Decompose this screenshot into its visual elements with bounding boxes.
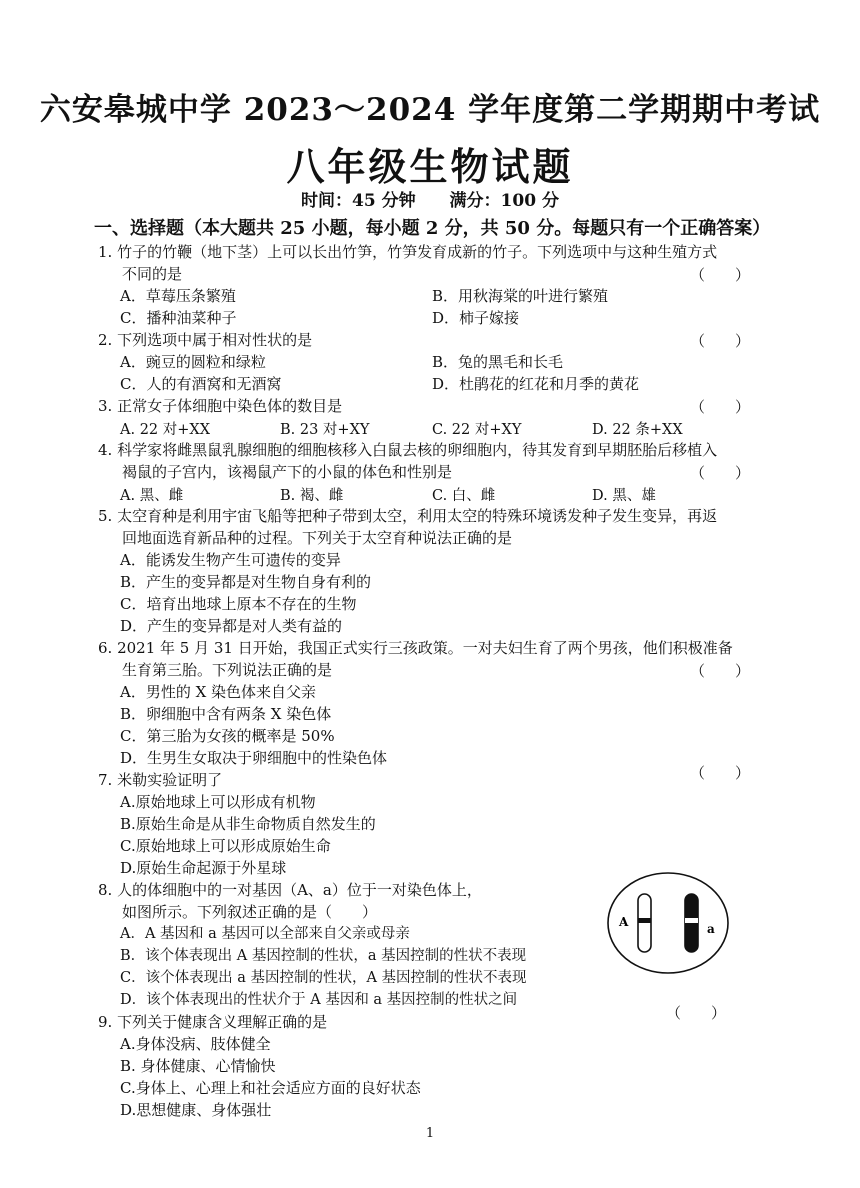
q9-option-c: C.身体上、心理上和社会适应方面的良好状态 bbox=[120, 1079, 421, 1097]
q5-option-a: A．能诱发生物产生可遗传的变异 bbox=[120, 551, 341, 569]
q3-answer-bracket: （ ） bbox=[690, 398, 751, 416]
q4-answer-bracket: （ ） bbox=[690, 464, 751, 482]
q8-option-a: A．A 基因和 a 基因可以全部来自父亲或母亲 bbox=[120, 926, 410, 942]
exam-title: 八年级生物试题 bbox=[286, 144, 574, 189]
q7-option-a: A.原始地球上可以形成有机物 bbox=[120, 793, 316, 811]
q4-option-b: B. 褐、雌 bbox=[280, 488, 344, 504]
q8-option-c: C．该个体表现出 a 基因控制的性状，A 基因控制的性状不表现 bbox=[120, 970, 527, 986]
chromosome-diagram bbox=[603, 868, 733, 978]
q9-option-d: D.思想健康、身体强壮 bbox=[120, 1101, 272, 1119]
q3-option-c: C. 22 对+XY bbox=[432, 422, 522, 438]
q7-option-d: D.原始生命起源于外星球 bbox=[120, 859, 287, 877]
gene-locus-a-lower bbox=[685, 918, 698, 923]
q4-option-c: C. 白、雌 bbox=[432, 488, 496, 504]
school-title: 六安皋城中学 2023～2024 学年度第二学期期中考试 bbox=[39, 92, 821, 128]
q5-stem: 5. 太空育种是利用宇宙飞船等把种子带到太空，利用太空的特殊环境诱发种子发生变异，再返 bbox=[98, 507, 718, 525]
figure-label-right: a bbox=[707, 922, 715, 936]
q1-option-b: B．用秋海棠的叶进行繁殖 bbox=[432, 287, 609, 305]
q2-option-b: B．兔的黑毛和长毛 bbox=[432, 353, 564, 371]
q6-option-b: B．卵细胞中含有两条 X 染色体 bbox=[120, 705, 332, 723]
q5-option-d: D．产生的变异都是对人类有益的 bbox=[120, 617, 343, 635]
q5-stem-cont: 回地面选育新品种的过程。下列关于太空育种说法正确的是 bbox=[122, 529, 513, 547]
q8-option-b: B．该个体表现出 A 基因控制的性状，a 基因控制的性状不表现 bbox=[120, 948, 527, 964]
q1-stem: 1. 竹子的竹鞭（地下茎）上可以长出竹笋，竹笋发育成新的竹子。下列选项中与这种生殖方式 bbox=[98, 243, 718, 261]
q6-option-a: A．男性的 X 染色体来自父亲 bbox=[120, 683, 317, 701]
q2-option-d: D．杜鹃花的红花和月季的黄花 bbox=[432, 375, 640, 393]
q6-option-c: C．第三胎为女孩的概率是 50% bbox=[120, 727, 335, 745]
q7-option-c: C.原始地球上可以形成原始生命 bbox=[120, 837, 331, 855]
q2-stem: 2. 下列选项中属于相对性状的是 bbox=[98, 331, 313, 349]
gene-locus-a-upper bbox=[638, 918, 651, 923]
chromosome-pair-figure bbox=[603, 868, 733, 978]
q3-option-a: A. 22 对+XX bbox=[120, 422, 211, 438]
q7-option-b: B.原始生命是从非生命物质自然发生的 bbox=[120, 815, 376, 833]
q1-option-d: D．柿子嫁接 bbox=[432, 309, 520, 327]
q9-option-a: A.身体没病、肢体健全 bbox=[120, 1035, 271, 1053]
q3-option-b: B. 23 对+XY bbox=[280, 422, 370, 438]
q7-stem: 7. 米勒实验证明了 bbox=[98, 771, 223, 789]
q1-option-a: A．草莓压条繁殖 bbox=[120, 287, 236, 305]
section-heading: 一、选择题（本大题共 25 小题，每小题 2 分，共 50 分。每题只有一个正确答案） bbox=[94, 218, 771, 239]
q9-answer-bracket: （ ） bbox=[666, 1004, 727, 1022]
exam-time: 时间：45 分钟 bbox=[301, 191, 416, 211]
q6-stem-cont: 生育第三胎。下列说法正确的是 bbox=[122, 661, 333, 679]
q5-option-c: C．培育出地球上原本不存在的生物 bbox=[120, 595, 357, 613]
q1-option-c: C．播种油菜种子 bbox=[120, 309, 237, 327]
q1-stem-cont: 不同的是 bbox=[122, 265, 183, 283]
q6-stem: 6. 2021 年 5 月 31 日开始，我国正式实行三孩政策。一对夫妇生育了两个男孩，他们积极准备 bbox=[98, 639, 733, 657]
q9-option-b: B. 身体健康、心情愉快 bbox=[120, 1057, 276, 1075]
q8-stem-cont: 如图所示。下列叙述正确的是（ ） bbox=[122, 903, 378, 921]
q8-option-d: D．该个体表现出的性状介于 A 基因和 a 基因控制的性状之间 bbox=[120, 992, 518, 1008]
q4-option-d: D. 黑、雄 bbox=[592, 488, 656, 504]
q3-stem: 3. 正常女子体细胞中染色体的数目是 bbox=[98, 397, 343, 415]
q1-answer-bracket: （ ） bbox=[690, 266, 751, 284]
q6-answer-bracket: （ ） bbox=[690, 662, 751, 680]
q4-option-a: A. 黑、雌 bbox=[120, 488, 184, 504]
q2-option-c: C．人的有酒窝和无酒窝 bbox=[120, 375, 282, 393]
q6-option-d: D．生男生女取决于卵细胞中的性染色体 bbox=[120, 749, 388, 767]
q2-option-a: A．豌豆的圆粒和绿粒 bbox=[120, 353, 266, 371]
q8-stem: 8. 人的体细胞中的一对基因（A、a）位于一对染色体上， bbox=[98, 881, 482, 899]
exam-full-score: 满分：100 分 bbox=[449, 191, 559, 211]
figure-label-left: A bbox=[619, 915, 629, 929]
page-number: 1 bbox=[425, 1126, 435, 1141]
q3-option-d: D. 22 条+XX bbox=[592, 422, 683, 438]
exam-meta bbox=[0, 186, 860, 211]
q4-stem: 4. 科学家将雌黑鼠乳腺细胞的细胞核移入白鼠去核的卵细胞内，待其发育到早期胚胎后移植入 bbox=[98, 441, 718, 459]
q4-stem-cont: 褐鼠的子宫内，该褐鼠产下的小鼠的体色和性别是 bbox=[122, 463, 453, 481]
q2-answer-bracket: （ ） bbox=[690, 332, 751, 350]
q9-stem: 9. 下列关于健康含义理解正确的是 bbox=[98, 1013, 328, 1031]
q7-answer-bracket: （ ） bbox=[690, 764, 751, 782]
q5-option-b: B．产生的变异都是对生物自身有利的 bbox=[120, 573, 372, 591]
